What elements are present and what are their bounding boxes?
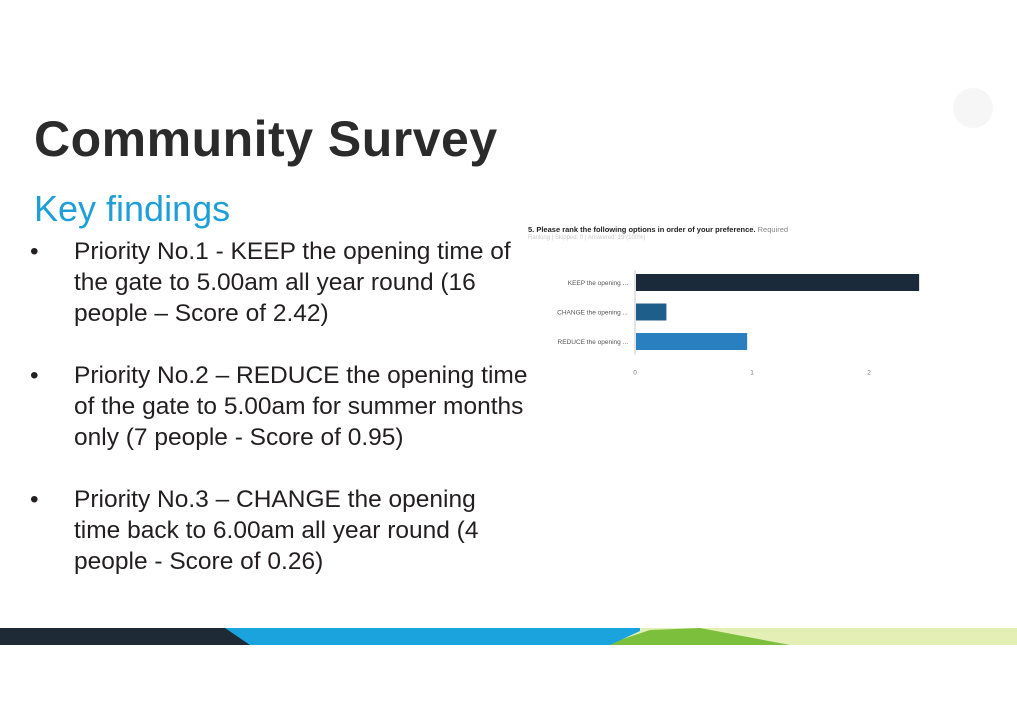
bullet-icon: • <box>30 486 39 513</box>
footer-band <box>0 628 1017 645</box>
finding-item <box>28 484 528 577</box>
finding-item <box>28 360 528 453</box>
x-tick-label: 1 <box>750 369 754 377</box>
corner-mark <box>953 88 993 128</box>
bar <box>636 304 666 321</box>
survey-chart <box>528 222 888 382</box>
finding-text: Priority No.1 - KEEP the opening time of the gate to 5.00am all year round (16 people – Score of 2.42) <box>74 238 511 327</box>
finding-text: Priority No.2 – REDUCE the opening time of the gate to 5.00am for summer months only (7 people - Score of 0.95) <box>74 362 528 451</box>
survey-question-text: 5. Please rank the following options in order of your preference. <box>528 225 756 234</box>
footer-band-blue <box>210 628 640 645</box>
survey-meta: Ranking | Skipped: 0 | Answered: 19 (100%) <box>528 235 646 241</box>
x-tick-label: 0 <box>633 369 637 377</box>
finding-item <box>28 236 528 329</box>
slide-subtitle: Key findings <box>34 188 231 229</box>
survey-question <box>528 225 788 234</box>
bullet-icon: • <box>30 238 39 265</box>
bar <box>636 333 747 350</box>
required-label: Required <box>757 225 789 234</box>
category-label: CHANGE the opening ... <box>557 309 628 317</box>
ranking-bar-chart <box>528 266 888 376</box>
category-label: KEEP the opening ... <box>567 280 628 287</box>
finding-text: Priority No.3 – CHANGE the opening time back to 6.00am all year round (4 people - Score of 0.26) <box>74 486 479 575</box>
bullet-icon: • <box>30 362 39 389</box>
x-tick-label: 2 <box>867 369 871 377</box>
category-label: REDUCE the opening ... <box>557 339 628 346</box>
slide-title: Community Survey <box>34 111 498 167</box>
bar <box>636 274 919 291</box>
key-findings-list <box>28 236 528 608</box>
footer-band-dark <box>0 628 250 645</box>
